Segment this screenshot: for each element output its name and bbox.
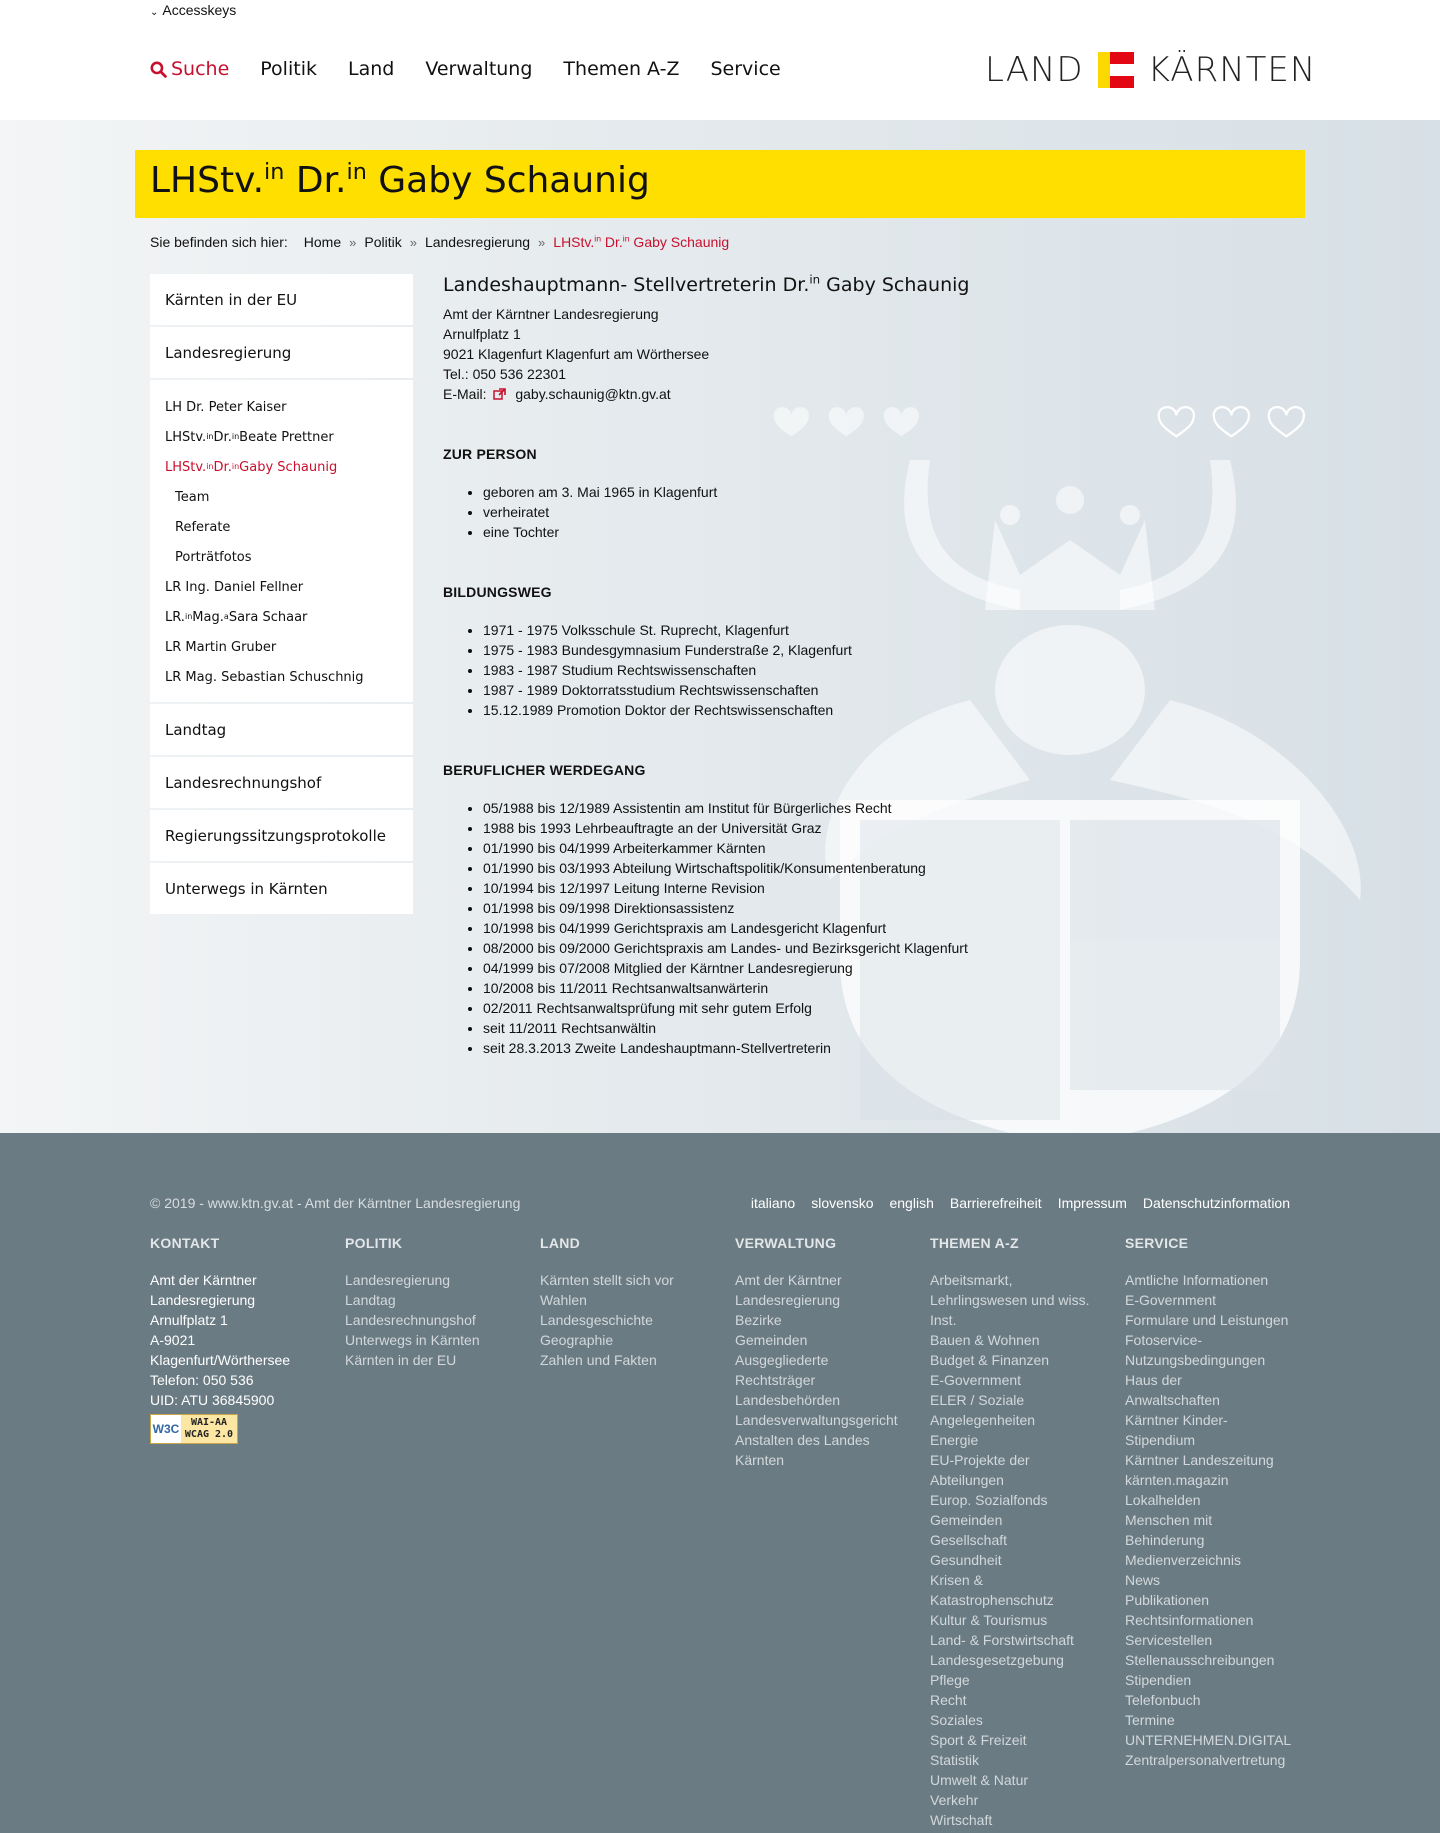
accesskeys-label: Accesskeys — [162, 2, 237, 18]
footer-link[interactable]: Haus der — [1125, 1372, 1182, 1388]
footer-link[interactable]: Recht — [930, 1692, 967, 1708]
sidebar-subitem-schuschnig[interactable]: LR Mag. Sebastian Schuschnig — [165, 669, 364, 685]
list-item: • 1987 - 1989 Doktorratsstudium Rechtswissenschaften — [483, 680, 1093, 700]
chevron-right-icon: » — [349, 234, 357, 250]
footer-link[interactable]: Lehrlingswesen und wiss. — [930, 1292, 1090, 1308]
footer-link[interactable]: Kultur & Tourismus — [930, 1612, 1048, 1628]
footer-text: UID: ATU 36845900 — [150, 1392, 275, 1408]
beruf-list — [443, 798, 1093, 1058]
footer-link[interactable]: Amtliche Informationen — [1125, 1272, 1269, 1288]
list-item: • 01/1990 bis 04/1999 Arbeiterkammer Kärnten — [483, 838, 1093, 858]
sidebar-subitem-team[interactable]: Team — [175, 489, 210, 505]
footer-col-title: SERVICE — [1125, 1235, 1189, 1251]
logo-text-land: LAND — [985, 50, 1084, 90]
footer-link[interactable]: Rechtsinformationen — [1125, 1612, 1254, 1628]
footer-text: Telefon: 050 536 — [150, 1372, 254, 1388]
footer-link[interactable]: Landesregierung — [345, 1272, 451, 1288]
footer-link[interactable]: Unterwegs in Kärnten — [345, 1332, 480, 1348]
list-item: • 1975 - 1983 Bundesgymnasium Funderstraße 2, Klagenfurt — [483, 640, 1093, 660]
list-item: • 08/2000 bis 09/2000 Gerichtspraxis am Landes- und Bezirksgericht Klagenfurt — [483, 938, 1093, 958]
sidebar-item-regierungssitzungsprotokolle[interactable]: Regierungssitzungsprotokolle — [150, 810, 413, 861]
footer-text: Klagenfurt/Wörthersee — [150, 1352, 291, 1368]
footer-link[interactable]: Land- & Forstwirtschaft — [930, 1632, 1074, 1648]
footer-text: A-9021 — [150, 1332, 196, 1348]
breadcrumb — [150, 234, 729, 250]
list-item: • seit 11/2011 Rechtsanwältin — [483, 1018, 1093, 1038]
address-line: 9021 Klagenfurt Klagenfurt am Wörthersee — [443, 346, 710, 362]
sidebar-item-kaernten-eu[interactable]: Kärnten in der EU — [150, 274, 413, 325]
footer-link[interactable]: ELER / Soziale — [930, 1392, 1025, 1408]
footer-link[interactable]: Telefonbuch — [1125, 1692, 1201, 1708]
list-item: • 1983 - 1987 Studium Rechtswissenschaften — [483, 660, 1093, 680]
content-heading: Landeshauptmann- Stellvertreterin Dr.$^{in}$ Gaby Schaunig — [443, 272, 970, 296]
sidebar-item-unterwegs[interactable]: Unterwegs in Kärnten — [150, 863, 413, 914]
breadcrumb-current[interactable]: LHStv.$^{in}$ Dr.$^{in}$ Gaby Schaunig — [553, 233, 730, 250]
footer-link[interactable]: Rechtsträger — [735, 1372, 816, 1388]
footer-link[interactable]: Landesbehörden — [735, 1392, 841, 1408]
section-heading-bildung: BILDUNGSWEG — [443, 584, 552, 600]
footer-col-title: THEMEN A-Z — [930, 1235, 1019, 1251]
land-kaernten-logo[interactable] — [985, 50, 1316, 90]
breadcrumb-home[interactable]: Home — [303, 234, 342, 250]
footer-col-land — [540, 1235, 710, 1370]
footer-link[interactable]: Gemeinden — [930, 1512, 1003, 1528]
footer-link[interactable]: Zentralpersonalvertretung — [1125, 1752, 1286, 1768]
sidebar-subitem-kaiser[interactable]: LH Dr. Peter Kaiser — [165, 399, 287, 415]
footer-links — [751, 1195, 1290, 1211]
footer-link[interactable]: Wirtschaft — [930, 1812, 993, 1828]
footer-link[interactable]: Amt der Kärntner — [735, 1272, 842, 1288]
section-heading-person: ZUR PERSON — [443, 446, 537, 462]
footer-link[interactable]: Bauen & Wohnen — [930, 1332, 1040, 1348]
person-list — [443, 482, 1093, 542]
accesskeys-toggle[interactable] — [150, 2, 236, 18]
footer-link[interactable]: Geographie — [540, 1332, 614, 1348]
footer-link[interactable]: Kärnten stellt sich vor — [540, 1272, 674, 1288]
footer-col-title: KONTAKT — [150, 1235, 220, 1251]
chevron-right-icon: » — [409, 234, 417, 250]
wcag-badge[interactable] — [150, 1414, 238, 1444]
sidebar-subitem-schaunig[interactable]: LHStv. in Dr. in Gaby Schaunig — [165, 459, 338, 475]
footer-link-impressum[interactable]: Impressum — [1057, 1195, 1127, 1211]
nav-politik[interactable]: Politik — [260, 58, 317, 80]
footer-link[interactable]: Krisen & — [930, 1572, 983, 1588]
footer-link[interactable]: Kärntner Landeszeitung — [1125, 1452, 1274, 1468]
footer-col-themen — [930, 1235, 1100, 1830]
footer-link[interactable]: Formulare und Leistungen — [1125, 1312, 1289, 1328]
footer-link[interactable]: Termine — [1125, 1712, 1175, 1728]
footer-link[interactable]: Wahlen — [540, 1292, 587, 1308]
breadcrumb-politik[interactable]: Politik — [364, 234, 402, 250]
email-line — [443, 384, 1093, 404]
footer-link[interactable]: Sport & Freizeit — [930, 1732, 1027, 1748]
footer-col-title: POLITIK — [345, 1235, 403, 1251]
footer-link[interactable]: Katastrophenschutz — [930, 1592, 1054, 1608]
footer-link[interactable]: Verkehr — [930, 1792, 979, 1808]
sidebar-subitem-portraetfotos[interactable]: Porträtfotos — [175, 549, 252, 565]
footer-link[interactable]: EU-Projekte der — [930, 1452, 1030, 1468]
footer-link[interactable]: Landtag — [345, 1292, 396, 1308]
list-item: • 10/2008 bis 11/2011 Rechtsanwaltsanwärterin — [483, 978, 1093, 998]
footer-link[interactable]: Fotoservice- — [1125, 1332, 1203, 1348]
footer-link[interactable]: Servicestellen — [1125, 1632, 1213, 1648]
list-item: • 02/2011 Rechtsanwaltsprüfung mit sehr gutem Erfolg — [483, 998, 1093, 1018]
breadcrumb-prefix: Sie befinden sich hier: — [150, 234, 288, 250]
footer-link[interactable]: Menschen mit — [1125, 1512, 1213, 1528]
sidebar-subitem-gruber[interactable]: LR Martin Gruber — [165, 639, 277, 655]
footer-link[interactable]: kärnten.magazin — [1125, 1472, 1229, 1488]
footer-text: Amt der Kärntner — [150, 1272, 257, 1288]
sidebar-subitem-referate[interactable]: Referate — [175, 519, 231, 535]
footer-link[interactable]: E-Government — [930, 1372, 1022, 1388]
bildung-list — [443, 620, 1093, 720]
footer-link[interactable]: Anstalten des Landes — [735, 1432, 870, 1448]
footer-link[interactable]: Zahlen und Fakten — [540, 1352, 657, 1368]
footer-link[interactable]: Anwaltschaften — [1125, 1392, 1220, 1408]
footer-link[interactable]: Stipendien — [1125, 1672, 1192, 1688]
footer-col-politik — [345, 1235, 515, 1370]
footer-link[interactable]: UNTERNEHMEN.DIGITAL — [1125, 1732, 1292, 1748]
list-item: • 05/1988 bis 12/1989 Assistentin am Institut für Bürgerliches Recht — [483, 798, 1093, 818]
external-link-icon — [493, 388, 507, 400]
footer-link[interactable]: Nutzungsbedingungen — [1125, 1352, 1266, 1368]
copyright: © 2019 - www.ktn.gv.at - Amt der Kärntner Landesregierung — [150, 1195, 521, 1211]
section-heading-beruf: BERUFLICHER WERDEGANG — [443, 762, 646, 778]
footer-link-english[interactable]: english — [889, 1195, 934, 1211]
footer-link[interactable]: Kärnten — [735, 1452, 785, 1468]
wcag-label: WAI-AA WCAG 2.0 — [181, 1415, 237, 1443]
flag-icon — [1098, 52, 1134, 88]
footer-link[interactable]: Budget & Finanzen — [930, 1352, 1050, 1368]
phone-line: Tel.: 050 536 22301 — [443, 366, 566, 382]
footer-col-kontakt — [150, 1235, 320, 1444]
search-icon — [150, 61, 167, 78]
list-item: • 01/1998 bis 09/1998 Direktionsassistenz — [483, 898, 1093, 918]
list-item: • eine Tochter — [483, 522, 1093, 542]
footer-link[interactable]: Angelegenheiten — [930, 1412, 1036, 1428]
list-item: • verheiratet — [483, 502, 1093, 522]
nav-land[interactable]: Land — [347, 58, 395, 80]
email-label: E-Mail: — [443, 386, 487, 402]
footer-link[interactable]: Kärnten in der EU — [345, 1352, 457, 1368]
footer-col-title: VERWALTUNG — [735, 1235, 837, 1251]
w3c-logo: W3C — [151, 1415, 181, 1443]
sidebar-subitem-schaar[interactable]: LR. in Mag. a Sara Schaar — [165, 609, 308, 625]
list-item: • 10/1994 bis 12/1997 Leitung Interne Revision — [483, 878, 1093, 898]
footer-link[interactable]: News — [1125, 1572, 1161, 1588]
footer-link[interactable]: Landesverwaltungsgericht — [735, 1412, 898, 1428]
page-title: LHStv.$^{in}$ Dr.$^{in}$ Gaby Schaunig — [150, 159, 650, 201]
footer-col-service — [1125, 1235, 1295, 1770]
footer-link[interactable]: Europ. Sozialfonds — [930, 1492, 1048, 1508]
footer-link[interactable]: Gesundheit — [930, 1552, 1002, 1568]
footer-link[interactable]: Bezirke — [735, 1312, 782, 1328]
main-area — [0, 120, 1440, 1133]
list-item: • 04/1999 bis 07/2008 Mitglied der Kärntner Landesregierung — [483, 958, 1093, 978]
nav-service[interactable]: Service — [710, 58, 781, 80]
footer-link[interactable]: Stellenausschreibungen — [1125, 1652, 1275, 1668]
footer-link[interactable]: Lokalhelden — [1125, 1492, 1201, 1508]
footer-text: Landesregierung — [150, 1292, 256, 1308]
footer-link[interactable]: Energie — [930, 1432, 979, 1448]
footer-link[interactable]: Landesgeschichte — [540, 1312, 653, 1328]
footer-link[interactable]: Arbeitsmarkt, — [930, 1272, 1013, 1288]
footer-col-title: LAND — [540, 1235, 581, 1251]
list-item: • 10/1998 bis 04/1999 Gerichtspraxis am Landesgericht Klagenfurt — [483, 918, 1093, 938]
footer-link[interactable]: Medienverzeichnis — [1125, 1552, 1241, 1568]
nav-search[interactable] — [150, 58, 229, 80]
address-block — [443, 304, 1093, 404]
footer-link-barrierefreiheit[interactable]: Barrierefreiheit — [949, 1195, 1042, 1211]
footer-link-italiano[interactable]: italiano — [750, 1195, 796, 1211]
footer-link[interactable]: Landesregierung — [735, 1292, 841, 1308]
footer-link[interactable]: Ausgegliederte — [735, 1352, 829, 1368]
footer-link-slovensko[interactable]: slovensko — [811, 1195, 874, 1211]
footer-col-verwaltung — [735, 1235, 905, 1470]
sidebar-item-landesrechnungshof[interactable]: Landesrechnungshof — [150, 757, 413, 808]
sidebar-subitem-fellner[interactable]: LR Ing. Daniel Fellner — [165, 579, 304, 595]
nav-search-label: Suche — [171, 58, 230, 80]
footer-link[interactable]: Statistik — [930, 1752, 980, 1768]
footer-text: Arnulfplatz 1 — [150, 1312, 228, 1328]
footer-link[interactable]: Pflege — [930, 1672, 970, 1688]
main-nav — [150, 58, 781, 80]
sidebar-subitem-prettner[interactable]: LHStv. in Dr. in Beate Prettner — [165, 429, 334, 445]
logo-text-kaernten: KÄRNTEN — [1147, 50, 1317, 90]
footer-link[interactable]: Inst. — [930, 1312, 957, 1328]
sidebar-item-landesregierung[interactable]: Landesregierung — [150, 327, 413, 378]
nav-verwaltung[interactable]: Verwaltung — [425, 58, 533, 80]
chevron-down-icon: ⌄ — [150, 7, 159, 18]
footer-link[interactable]: Gesellschaft — [930, 1532, 1008, 1548]
footer-link[interactable]: Behinderung — [1125, 1532, 1205, 1548]
footer-link[interactable]: Stipendium — [1125, 1432, 1196, 1448]
site-header — [0, 0, 1440, 120]
chevron-right-icon: » — [538, 234, 546, 250]
footer-link[interactable]: Umwelt & Natur — [930, 1772, 1029, 1788]
list-item: • geboren am 3. Mai 1965 in Klagenfurt — [483, 482, 1093, 502]
footer-link[interactable]: Soziales — [930, 1712, 983, 1728]
sidebar-subnav — [150, 380, 413, 702]
breadcrumb-landesregierung[interactable]: Landesregierung — [424, 234, 531, 250]
list-item: • 1988 bis 1993 Lehrbeauftragte an der Universität Graz — [483, 818, 1093, 838]
nav-themen[interactable]: Themen A-Z — [563, 58, 680, 80]
sidebar-nav — [150, 274, 413, 916]
list-item: • 15.12.1989 Promotion Doktor der Rechtswissenschaften — [483, 700, 1093, 720]
footer-link[interactable]: Abteilungen — [930, 1472, 1004, 1488]
email-link[interactable]: gaby.schaunig@ktn.gv.at — [515, 386, 671, 402]
site-footer — [0, 1133, 1440, 1833]
list-item: • seit 28.3.2013 Zweite Landeshauptmann-Stellvertreterin — [483, 1038, 1093, 1058]
footer-link[interactable]: Publikationen — [1125, 1592, 1210, 1608]
footer-link[interactable]: Kärntner Kinder- — [1125, 1412, 1228, 1428]
footer-link[interactable]: Landesgesetzgebung — [930, 1652, 1064, 1668]
list-item: • 1971 - 1975 Volksschule St. Ruprecht, Klagenfurt — [483, 620, 1093, 640]
page-title-bar — [135, 150, 1305, 218]
sidebar-item-landtag[interactable]: Landtag — [150, 704, 413, 755]
footer-link-datenschutz[interactable]: Datenschutzinformation — [1142, 1195, 1290, 1211]
footer-link[interactable]: E-Government — [1125, 1292, 1217, 1308]
footer-link[interactable]: Gemeinden — [735, 1332, 808, 1348]
address-line: Arnulfplatz 1 — [443, 326, 521, 342]
main-content — [443, 274, 1093, 1058]
footer-link[interactable]: Landesrechnungshof — [345, 1312, 476, 1328]
address-line: Amt der Kärntner Landesregierung — [443, 306, 659, 322]
list-item: • 01/1990 bis 03/1993 Abteilung Wirtschaftspolitik/Konsumentenberatung — [483, 858, 1093, 878]
